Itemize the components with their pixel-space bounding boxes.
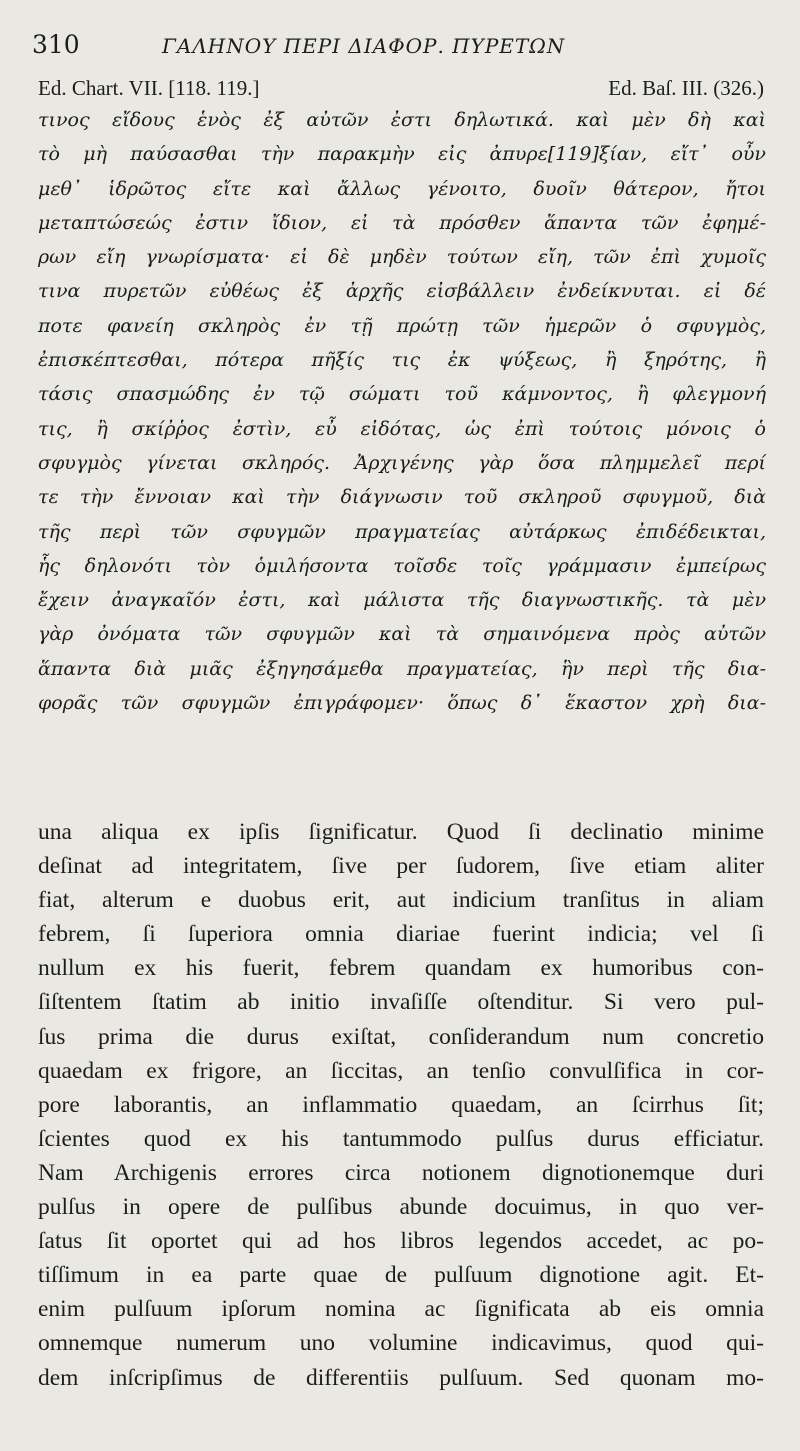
greek-line: ἔχειν ἀναγκαῖόν ἐστι, καὶ μάλιστα τῆς διαγνωστικῆς. τὰ μὲν [38, 589, 766, 612]
greek-line: φορᾶς τῶν σφυγμῶν ἐπιγράφομεν· ὅπως δ᾽ ἕκαστον χρὴ δια- [38, 692, 766, 715]
latin-line: tiſſimum in ea parte quae de pulſuum dignotione agit. Et- [38, 1262, 764, 1289]
latin-line: pulſus in opere de pulſibus abunde docuimus, in quo ver- [38, 1194, 764, 1221]
greek-line: μεθ᾽ ἱδρῶτος εἴτε καὶ ἄλλως γένοιτο, δυοῖν θάτερον, ἤτοι [38, 177, 766, 200]
greek-line: τε τὴν ἔννοιαν καὶ τὴν διάγνωσιν τοῦ σκληροῦ σφυγμοῦ, διὰ [38, 486, 766, 509]
greek-line: σφυγμὸς γίνεται σκληρός. Ἀρχιγένης γὰρ ὅσα πλημμελεῖ περί [38, 451, 766, 474]
edition-basel: Ed. Baſ. III. (326.) [608, 76, 764, 100]
running-head [32, 28, 772, 64]
greek-line: μεταπτώσεώς ἐστιν ἴδιον, εἰ τὰ πρόσθεν ἅπαντα τῶν ἐφημέ- [38, 211, 766, 234]
greek-line: τὸ μὴ παύσασθαι τὴν παρακμὴν εἰς ἀπυρε[119]ξίαν, εἴτ᾽ οὖν [38, 143, 766, 166]
latin-line: dem inſcripſimus de differentiis pulſuum. Sed quonam mo- [38, 1364, 764, 1391]
latin-line: pore laborantis, an inflammatio quaedam, an ſcirrhus ſit; [38, 1091, 764, 1118]
greek-line: ποτε φανείη σκληρὸς ἐν τῇ πρώτῃ τῶν ἡμερῶν ὁ σφυγμὸς, [38, 314, 766, 337]
greek-line: τις, ἢ σκίῤῥος ἐστὶν, εὖ εἰδότας, ὡς ἐπὶ τούτοις μόνοις ὁ [38, 417, 766, 440]
greek-line: τινα πυρετῶν εὐθέως ἐξ ἀρχῆς εἰσβάλλειν ἐνδείκνυται. εἰ δέ [38, 280, 766, 303]
edition-references [38, 76, 764, 102]
greek-line: τάσις σπασμώδης ἐν τῷ σώματι τοῦ κάμνοντος, ἢ φλεγμονή [38, 383, 766, 406]
latin-line: ſiſtentem ſtatim ab initio invaſiſſe oſtenditur. Si vero pul- [38, 989, 764, 1016]
greek-line: ἅπαντα διὰ μιᾶς ἐξηγησάμεθα πραγματείας, ἣν περὶ τῆς δια- [38, 657, 766, 680]
running-title: ΓΑΛΗΝΟΥ ΠΕΡΙ ΔΙΑΦΟΡ. ΠΥΡΕΤΩΝ [162, 34, 566, 58]
latin-line: una aliqua ex ipſis ſignificatur. Quod ſi declinatio minime [38, 819, 764, 845]
latin-line: omnemque numerum uno volumine indicavimus, quod qui- [38, 1330, 764, 1357]
latin-line: nullum ex his fuerit, febrem quandam ex humoribus con- [38, 955, 764, 982]
latin-line: ſatus ſit oportet qui ad hos libros legendos accedet, ac po- [38, 1228, 764, 1255]
greek-line: τινος εἴδους ἑνὸς ἐξ αὐτῶν ἐστι δηλωτικά. καὶ μὲν δὴ καὶ [38, 109, 766, 131]
latin-line: quaedam ex frigore, an ſiccitas, an tenſio convulſifica in cor- [38, 1057, 764, 1084]
edition-chartier: Ed. Chart. VII. [118. 119.] [38, 76, 260, 100]
latin-text-block [38, 815, 764, 1395]
page-number: 310 [32, 30, 80, 59]
greek-line: ἧς δηλονότι τὸν ὁμιλήσοντα τοῖσδε τοῖς γράμμασιν ἐμπείρως [38, 554, 766, 577]
latin-line: enim pulſuum ipſorum nomina ac ſignificata ab eis omnia [38, 1296, 764, 1323]
greek-text-block [38, 103, 766, 720]
greek-line: ρων εἴη γνωρίσματα· εἰ δὲ μηδὲν τούτων εἴη, τῶν ἐπὶ χυμοῖς [38, 246, 766, 269]
latin-line: fiat, alterum e duobus erit, aut indicium tranſitus in aliam [38, 887, 764, 914]
latin-line: febrem, ſi ſuperiora omnia diariae fuerint indicia; vel ſi [38, 921, 764, 948]
latin-line: ſus prima die durus exiſtat, conſiderandum num concretio [38, 1023, 764, 1050]
latin-line: deſinat ad integritatem, ſive per ſudorem, ſive etiam aliter [38, 853, 764, 880]
greek-line: γὰρ ὀνόματα τῶν σφυγμῶν καὶ τὰ σημαινόμενα πρὸς αὐτῶν [38, 623, 766, 646]
latin-line: Nam Archigenis errores circa notionem dignotionemque duri [38, 1159, 764, 1186]
latin-line: ſcientes quod ex his tantummodo pulſus durus efficiatur. [38, 1125, 764, 1152]
greek-line: ἐπισκέπτεσθαι, πότερα πῆξίς τις ἐκ ψύξεως, ἢ ξηρότης, ἢ [38, 349, 766, 372]
greek-line: τῆς περὶ τῶν σφυγμῶν πραγματείας αὐτάρκως ἐπιδέδεικται, [38, 520, 766, 543]
